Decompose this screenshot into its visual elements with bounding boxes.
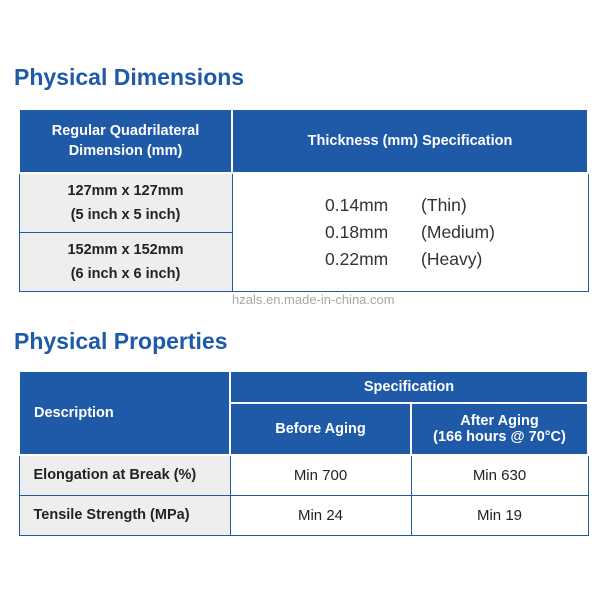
after-aging-value: Min 19 <box>411 495 588 535</box>
dimension-inch: (6 inch x 6 inch) <box>70 266 181 282</box>
thickness-label: (Thin) <box>421 195 467 215</box>
after-aging-header-line2: (166 hours @ 70°C) <box>433 429 566 445</box>
dimension-mm: 152mm x 152mm <box>67 242 184 258</box>
thickness-value: 0.14mm <box>325 195 389 215</box>
property-row <box>19 455 588 495</box>
before-aging-value: Min 24 <box>230 495 411 535</box>
dimensions-table <box>18 108 589 292</box>
thickness-item <box>325 192 495 219</box>
before-aging-value: Min 700 <box>230 455 411 495</box>
physical-dimensions-title: Physical Dimensions <box>14 64 245 90</box>
dimensions-header-row <box>19 109 588 173</box>
thickness-label: (Medium) <box>421 222 495 242</box>
dimension-header <box>19 109 232 173</box>
thickness-list <box>325 192 495 273</box>
thickness-value: 0.18mm <box>325 222 389 242</box>
thickness-value: 0.22mm <box>325 249 389 269</box>
specification-header: Specification <box>230 371 588 403</box>
dimension-cell <box>19 173 232 233</box>
before-aging-header: Before Aging <box>230 403 411 455</box>
dimension-row <box>19 173 588 233</box>
thickness-item <box>325 246 495 273</box>
after-aging-value: Min 630 <box>411 455 588 495</box>
description-header: Description <box>19 371 230 455</box>
property-label: Tensile Strength (MPa) <box>19 495 230 535</box>
dimension-cell <box>19 233 232 292</box>
dimension-mm: 127mm x 127mm <box>67 183 184 199</box>
after-aging-header-line1: After Aging <box>460 413 539 429</box>
property-row <box>19 495 588 535</box>
dimension-inch: (5 inch x 5 inch) <box>70 207 181 223</box>
thickness-item <box>325 219 495 246</box>
physical-properties-title: Physical Properties <box>14 328 228 354</box>
property-label: Elongation at Break (%) <box>19 455 230 495</box>
thickness-label: (Heavy) <box>421 249 483 269</box>
thickness-header: Thickness (mm) Specification <box>232 109 588 173</box>
properties-header-row <box>19 371 588 403</box>
thickness-spec-cell <box>232 173 588 292</box>
after-aging-header <box>411 403 588 455</box>
dimension-header-line2: Dimension (mm) <box>68 143 183 159</box>
properties-table <box>18 370 589 536</box>
dimension-header-line1: Regular Quadrilateral <box>51 123 200 139</box>
watermark-text: hzals.en.made-in-china.com <box>232 292 395 307</box>
